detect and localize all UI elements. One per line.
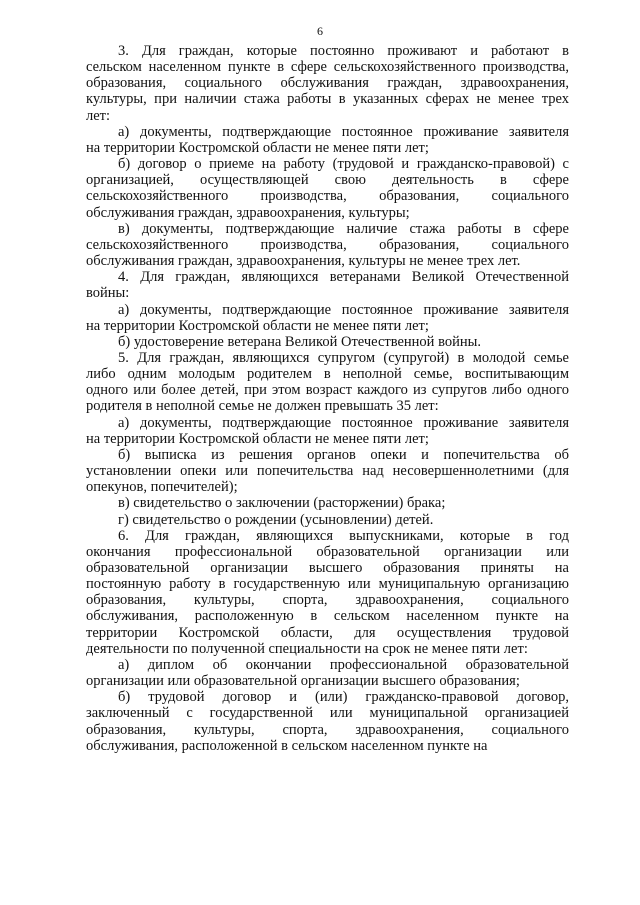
text-line: установлении опеки или попечительства над несовершеннолетними (для	[86, 463, 569, 480]
text-line: образования, культуры, спорта, здравоохранения, социального	[86, 592, 569, 609]
text-line: б) договор о приеме на работу (трудовой и гражданско-правовой) с	[118, 156, 569, 173]
paragraph	[86, 269, 569, 301]
text-line: в) свидетельство о заключении (расторжении) брака;	[118, 495, 446, 512]
paragraph	[86, 689, 569, 754]
paragraph	[86, 302, 569, 334]
text-line: войны:	[86, 285, 130, 302]
text-line: на территории Костромской области не менее пяти лет;	[86, 430, 429, 447]
text-line: образовательной организации высшего образования приняты на	[86, 560, 569, 576]
text-line: сельском населенном пункте в сфере сельскохозяйственного производства,	[86, 59, 569, 76]
text-line: обслуживания, расположенную в сельском населенном пункте на	[86, 608, 569, 625]
text-line: обслуживания граждан, здравоохранения, культуры не менее трех лет.	[86, 253, 521, 270]
text-line: сельскохозяйственного производства, образования, социального	[86, 188, 569, 205]
paragraph	[86, 350, 569, 415]
paragraph	[86, 657, 569, 689]
text-line: одного или более детей, при этом возраст каждого из супругов либо одного	[86, 382, 569, 399]
text-line: культуры, при наличии стажа работы в указанных сферах не менее трех	[86, 91, 569, 108]
text-line: лет:	[86, 107, 111, 124]
text-line: родителя в неполной семье не должен превышать 35 лет:	[86, 398, 439, 415]
document-body	[86, 43, 569, 754]
text-line: а) документы, подтверждающие постоянное проживание заявителя	[118, 301, 569, 318]
text-line: постоянную работу в государственную или муниципальную организацию	[86, 576, 569, 593]
paragraph	[86, 447, 569, 495]
text-line: обслуживания граждан, здравоохранения, культуры;	[86, 204, 410, 221]
text-line: в) документы, подтверждающие наличие стажа работы в сфере	[118, 220, 569, 237]
text-line: на территории Костромской области не менее пяти лет;	[86, 317, 429, 334]
text-line: б) выписка из решения органов опеки и попечительства об	[118, 446, 569, 463]
page-number: 6	[317, 24, 323, 38]
paragraph	[86, 156, 569, 221]
text-line: опекунов, попечителей);	[86, 479, 238, 496]
text-line: территории Костромской области, для осуществления трудовой	[86, 624, 569, 641]
paragraph	[86, 528, 569, 657]
paragraph	[86, 495, 569, 511]
text-line: на территории Костромской области не менее пяти лет;	[86, 139, 429, 156]
text-line: заключенный с государственной или муниципальной организацией	[86, 705, 569, 722]
text-line: окончания профессиональной образовательной организации или	[86, 543, 569, 560]
paragraph	[86, 334, 569, 350]
text-line: 6. Для граждан, являющихся выпускниками, которые в год	[118, 527, 569, 544]
text-line: 3. Для граждан, которые постоянно проживают и работают в	[118, 43, 569, 59]
text-line: 4. Для граждан, являющихся ветеранами Великой Отечественной	[118, 269, 569, 286]
text-line: организации или образовательной организации высшего образования;	[86, 673, 520, 690]
text-line: г) свидетельство о рождении (усыновлении) детей.	[118, 511, 434, 528]
text-line: сельскохозяйственного производства, образования, социального	[86, 236, 569, 253]
text-line: образования, культуры, спорта, здравоохранения, социального	[86, 721, 569, 738]
text-line: б) трудовой договор и (или) гражданско-правовой договор,	[118, 689, 569, 706]
text-line: образования, социального обслуживания граждан, здравоохранения,	[86, 75, 569, 92]
text-line: 5. Для граждан, являющихся супругом (супругой) в молодой семье	[118, 349, 569, 366]
text-line: б) удостоверение ветерана Великой Отечественной войны.	[118, 333, 481, 350]
paragraph	[86, 124, 569, 156]
paragraph	[86, 415, 569, 447]
text-line: а) документы, подтверждающие постоянное проживание заявителя	[118, 414, 569, 431]
text-line: обслуживания, расположенной в сельском населенном пункте на	[86, 737, 488, 754]
paragraph	[86, 512, 569, 528]
paragraph	[86, 43, 569, 124]
text-line: организацией, осуществляющей свою деятельность в сфере	[86, 172, 569, 189]
text-line: деятельности по полученной специальности на срок не менее пяти лет:	[86, 640, 528, 657]
text-line: а) диплом об окончании профессиональной образовательной	[118, 656, 569, 673]
paragraph	[86, 221, 569, 269]
text-line: а) документы, подтверждающие постоянное проживание заявителя	[118, 123, 569, 140]
text-line: либо одним молодым родителем в неполной семье, воспитывающим	[86, 366, 569, 383]
